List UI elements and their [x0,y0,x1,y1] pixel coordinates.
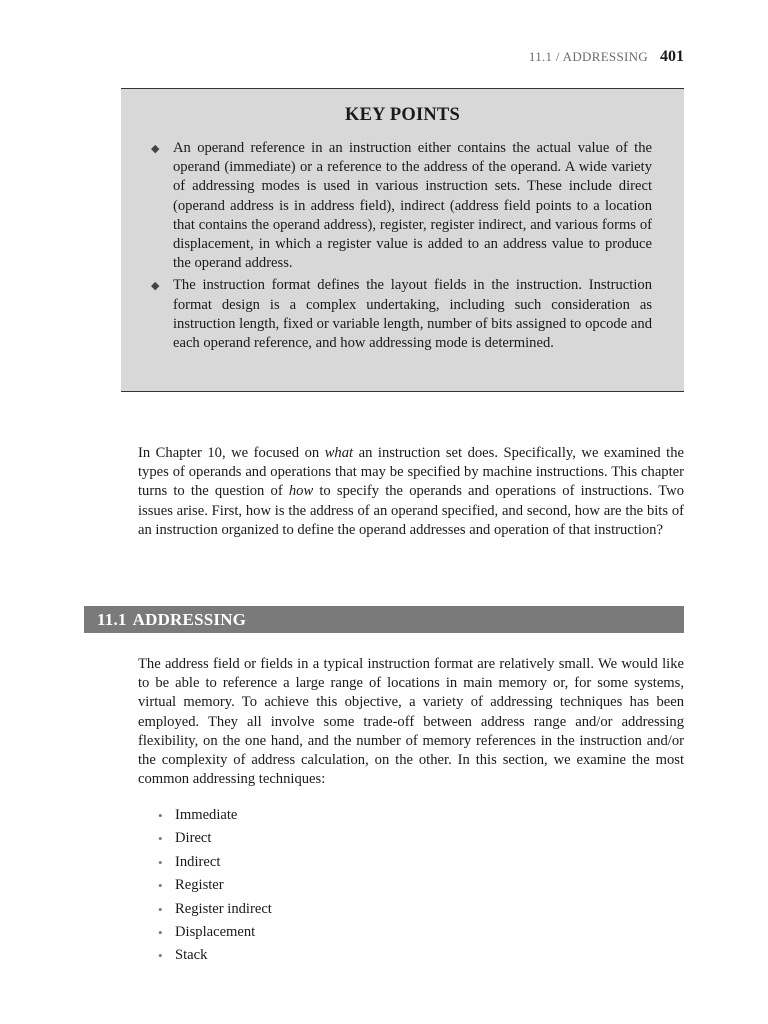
list-item [158,804,272,827]
technique-label: Displacement [175,924,256,941]
intro-paragraph [138,444,684,540]
technique-label: Register indirect [175,900,272,917]
technique-label: Direct [175,830,212,847]
key-point-text: The instruction format defines the layout fields in the instruction. Instruction format design is a complex undertaking, including such consideration as instruction length, fixed or variable length, number of bits assigned to opcode and each operand reference, and how addressing mode is determined. [173,277,652,352]
bullet-icon: • [158,948,163,964]
intro-emphasis-what: what [324,445,354,461]
technique-label: Stack [175,947,208,964]
section-number: 11.1 [97,609,127,629]
page-number: 401 [660,48,684,65]
section-title: ADDRESSING [132,609,247,629]
list-item [158,944,272,967]
bullet-icon: • [158,831,163,847]
key-points-box [121,88,684,392]
list-item [158,921,272,944]
key-point-item [151,139,652,273]
list-item [158,827,272,850]
technique-label: Register [175,877,224,894]
key-points-title: KEY POINTS [345,105,460,125]
intro-text-1: In Chapter 10, we focused on [138,445,325,461]
key-point-item [151,276,652,353]
section-paragraph: The address field or fields in a typical instruction format are relatively small. We would like to be able to reference a large range of locations in main memory or, for some systems, virtual memory. To achieve this objective, a variety of addressing techniques has been employed. They all involve some trade-off between address range and/or addressing flexibility, on the one hand, and the number of memory references in the instruction and/or the complexity of address calculation, on the other. In this section, we examine the most common addressing techniques: [138,656,684,788]
bullet-icon: • [158,901,163,917]
addressing-techniques-list [158,804,272,968]
bullet-icon: • [158,878,163,894]
intro-text-3: to specify the operands and operations of instructions. Two issues arise. First, how is the address of an operand specified, and second, how are the bits of an instruction organized to define the operand addresses and operation of that instruction? [138,483,684,538]
diamond-bullet-icon: ◆ [151,143,160,155]
key-points-list [121,139,684,353]
diamond-bullet-icon: ◆ [151,280,160,293]
intro-emphasis-how: how [288,483,314,500]
running-head-section: 11.1 / ADDRESSING [528,49,648,64]
bullet-icon: • [158,854,163,870]
key-point-text: An operand reference in an instruction either contains the actual value of the operand (immediate) or a reference to the address of the operand. A wide variety of addressing modes is used in various instruction sets. These include direct (operand address is in address field), indirect (address field points to a location that contains the operand address), register, register indirect, and various forms of displacement, in which a register value is added to an address value to produce the operand address. [173,140,652,272]
bullet-icon: • [158,925,163,941]
list-item [158,898,272,921]
running-head [529,48,684,66]
list-item [158,874,272,897]
list-item [158,851,272,874]
bullet-icon: • [158,808,163,823]
technique-label: Indirect [175,853,221,870]
technique-label: Immediate [175,807,238,823]
intro-text-2: an instruction set does. Specifically, we examined the types of operands and operations that may be specified by machine instructions. This chapter turns to the question of [138,445,685,500]
section-heading [84,606,684,633]
